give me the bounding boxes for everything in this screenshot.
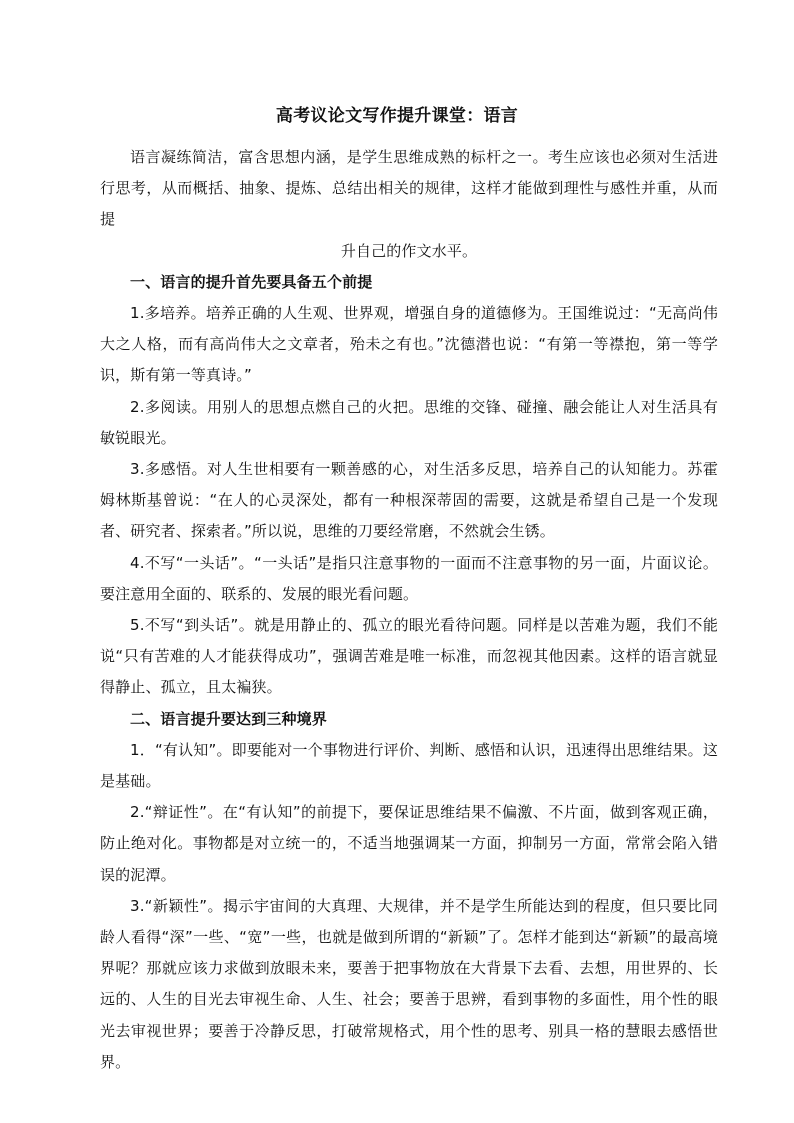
section2-item-2: 2.“辩证性”。在“有认知”的前提下，要保证思维结果不偏激、不片面，做到客观正确，防止绝对化。事物都是对立统一的，不适当地强调某一方面，抑制另一方面，常常会陷入错误的泥潭。	[100, 803, 718, 884]
intro-paragraph-last-line: 升自己的作文水平。	[340, 241, 478, 260]
section1-item-2: 2.多阅读。用别人的思想点燃自己的火把。思维的交锋、碰撞、融会能让人对生活具有敏锐眼光。	[100, 397, 718, 447]
document-body	[100, 142, 718, 1078]
section-heading-2: 二、语言提升要达到三种境界	[130, 709, 327, 728]
section-heading-1: 一、语言的提升首先要具备五个前提	[130, 272, 373, 291]
section1-item-4: 4.不写“一头话”。“一头话”是指只注意事物的一面而不注意事物的另一面，片面议论。要注意用全面的、联系的、发展的眼光看问题。	[100, 553, 718, 603]
section1-item-1: 1.多培养。培养正确的人生观、世界观，增强自身的道德修为。王国维说过：“无高尚伟大之人格，而有高尚伟大之文章者，殆未之有也。”沈德潜也说：“有第一等襟抱，第一等学识，斯有第一等真诗。”	[100, 304, 718, 385]
document-title: 高考议论文写作提升课堂：语言	[275, 106, 519, 126]
section1-item-3: 3.多感悟。对人生世相要有一颗善感的心，对生活多反思，培养自己的认知能力。苏霍姆林斯基曾说：“在人的心灵深处，都有一种根深蒂固的需要，这就是希望自己是一个发现者、研究者、探索者。”所以说，思维的刀要经常磨，不然就会生锈。	[100, 460, 718, 541]
section2-item-1: 1．“有认知”。即要能对一个事物进行评价、判断、感悟和认识，迅速得出思维结果。这是基础。	[100, 740, 718, 791]
intro-paragraph: 语言凝练简洁，富含思想内涵，是学生思维成熟的标杆之一。考生应该也必须对生活进行思考，从而概括、抽象、提炼、总结出相关的规律，这样才能做到理性与感性并重，从而提	[100, 148, 718, 229]
section2-item-3: 3.“新颖性”。揭示宇宙间的大真理、大规律，并不是学生所能达到的程度，但只要比同龄人看得“深”一些、“宽”一些，也就是做到所谓的“新颖”了。怎样才能到达“新颖”的最高境界呢？那就应该力求做到放眼未来，要善于把事物放在大背景下去看、去想，用世界的、长远的、人生的目光去审视生命、人生、社会；要善于思辨，看到事物的多面性，用个性的眼光去审视世界；要善于冷静反思，打破常规格式，用个性的思考、别具一格的慧眼去感悟世界。	[100, 896, 718, 1071]
section1-item-5: 5.不写“到头话”。就是用静止的、孤立的眼光看待问题。同样是以苦难为题，我们不能说“只有苦难的人才能获得成功”，强调苦难是唯一标准，而忽视其他因素。这样的语言就显得静止、孤立，且太褊狭。	[100, 616, 718, 697]
